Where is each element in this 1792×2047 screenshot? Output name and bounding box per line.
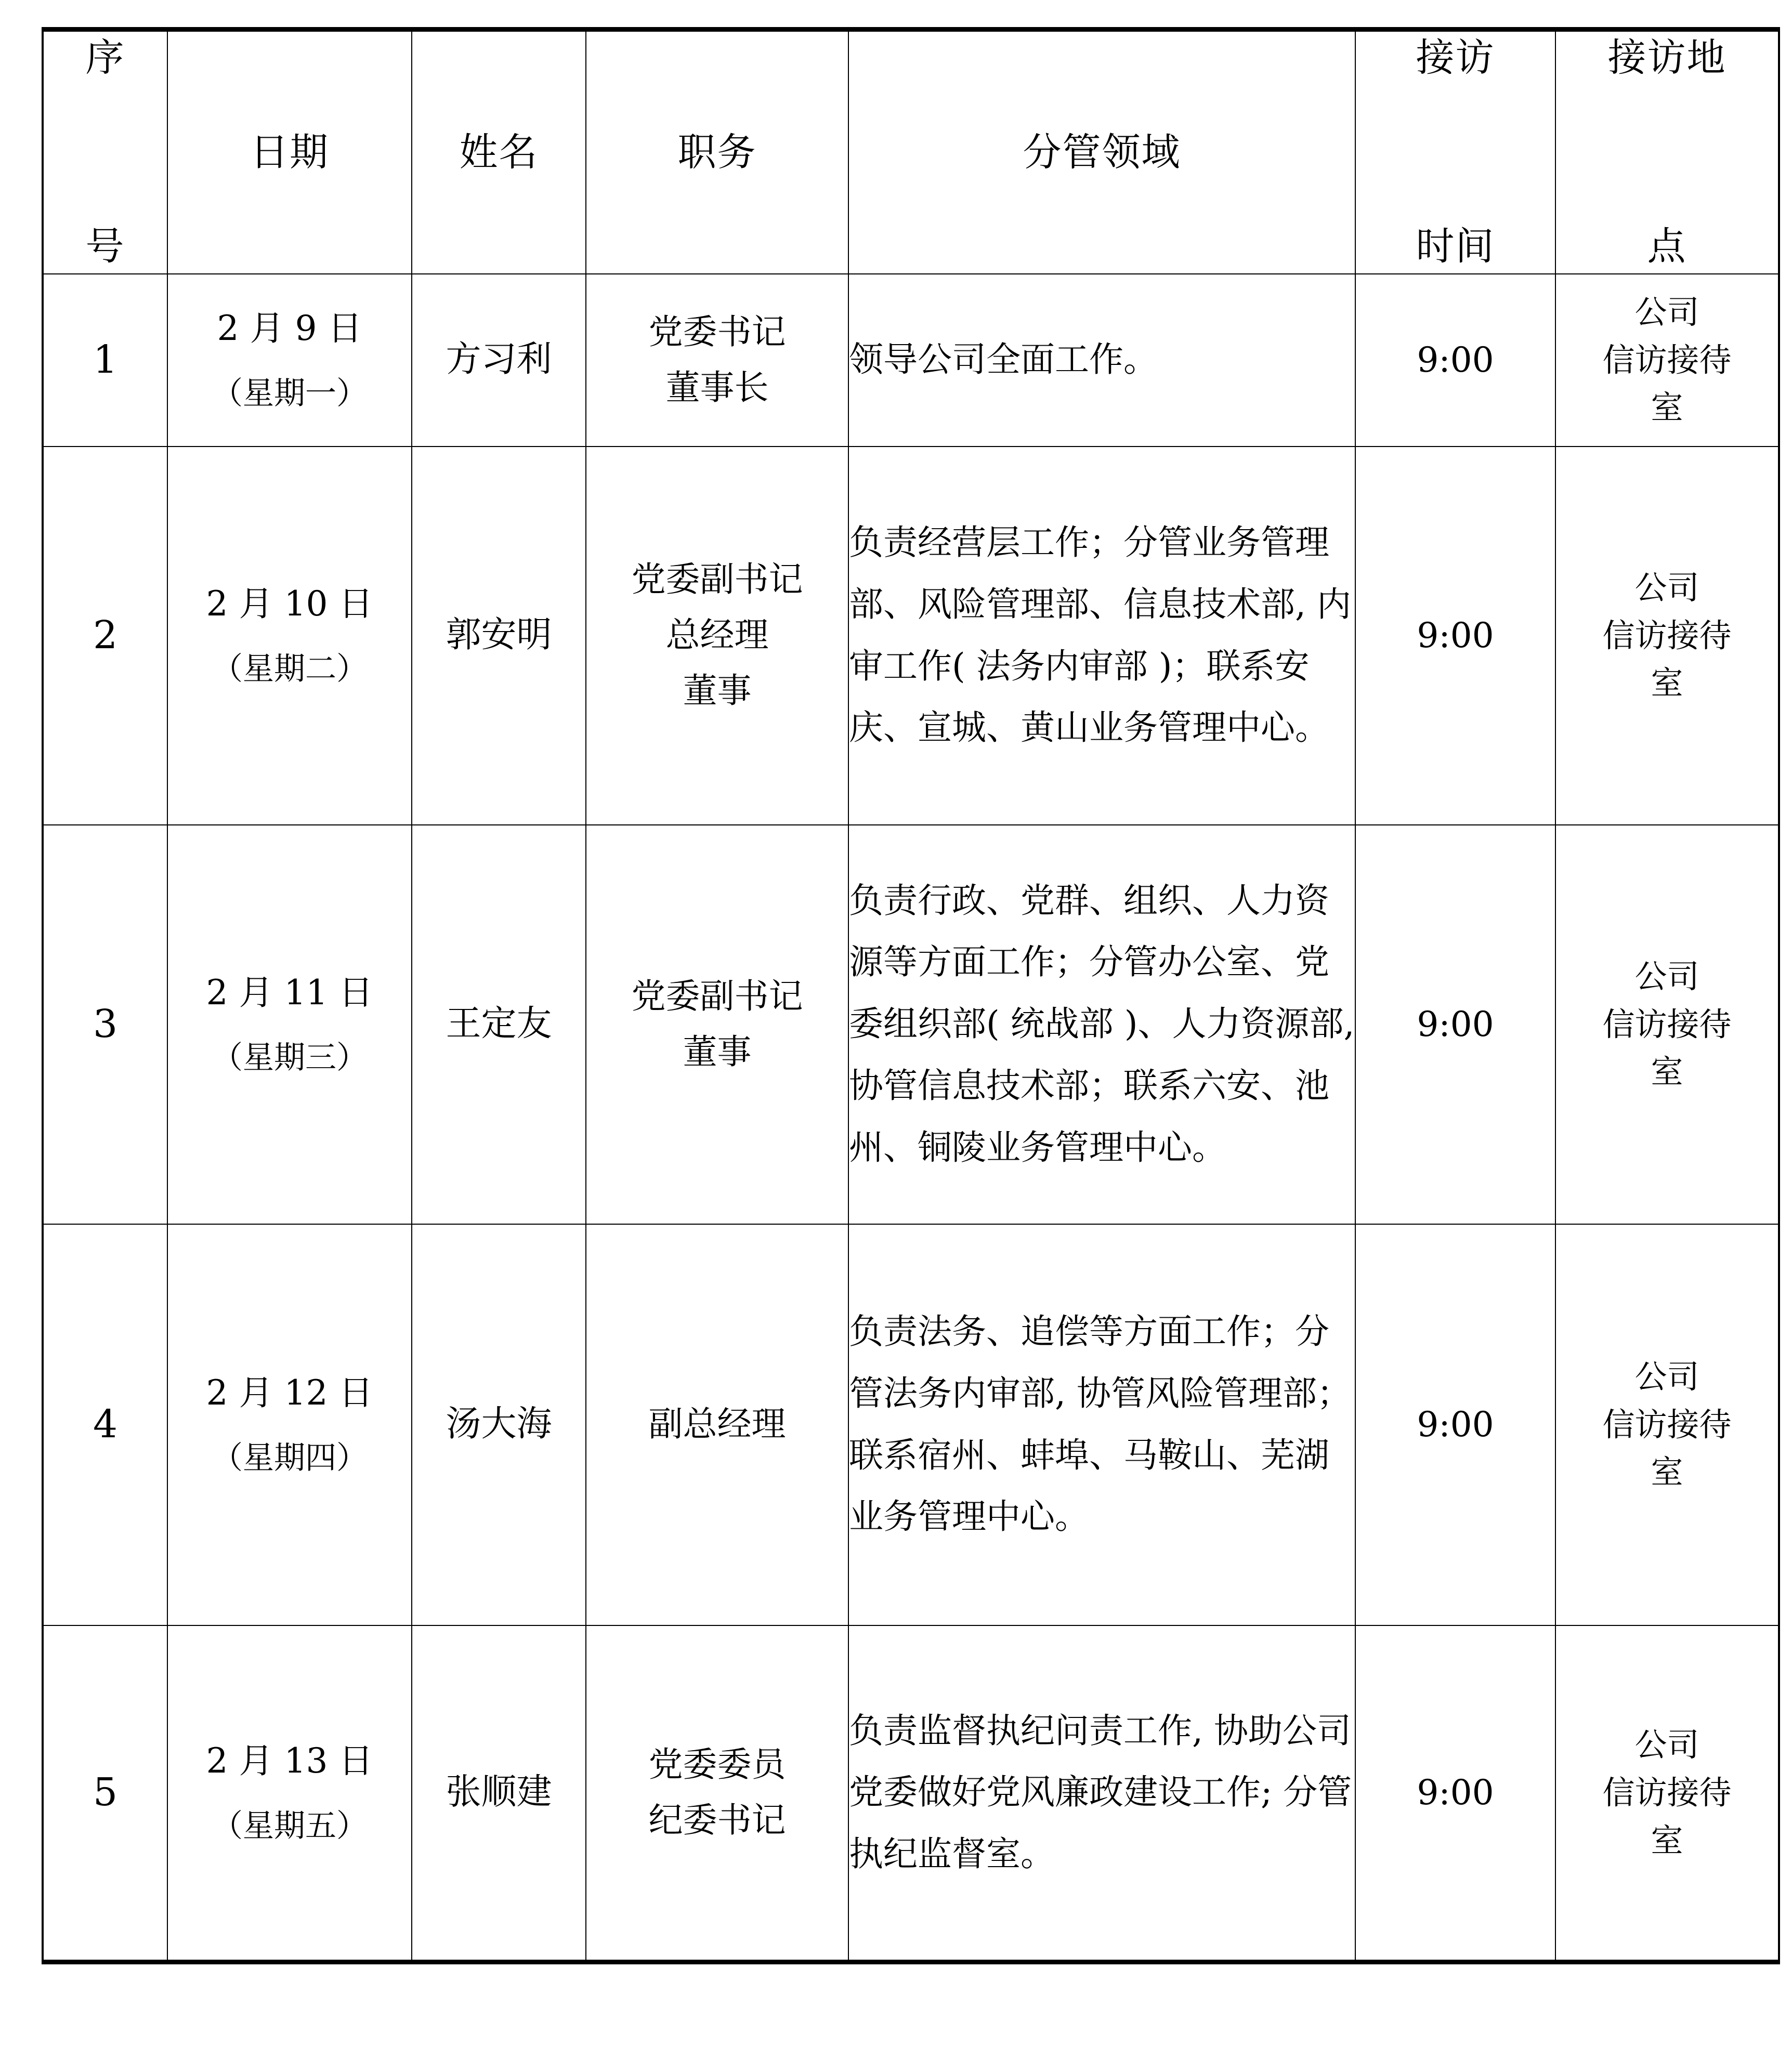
cell-scope: 负责行政、党群、组织、人力资源等方面工作；分管办公室、党委组织部( 统战部 )、人力资源部, 协管信息技术部；联系六安、池州、铜陵业务管理中心。 (848, 825, 1355, 1224)
cell-seq: 1 (43, 274, 167, 447)
post-line: 纪委书记 (648, 1800, 786, 1840)
cell-scope: 负责法务、追偿等方面工作；分管法务内审部, 协管风险管理部；联系宿州、蚌埠、马鞍山、芜湖业务管理中心。 (848, 1224, 1355, 1625)
column-header-scope (848, 30, 1355, 274)
cell-scope: 负责经营层工作；分管业务管理部、风险管理部、信息技术部, 内审工作( 法务内审部 )；联系安庆、宣城、黄山业务管理中心。 (848, 447, 1355, 825)
date-weekday: （星期四） (212, 1439, 368, 1476)
table-row (43, 1224, 1779, 1625)
place-line: 信访接待 (1602, 616, 1732, 654)
table-row (43, 274, 1779, 447)
cell-place (1555, 274, 1779, 447)
place-line: 室 (1651, 1821, 1683, 1859)
column-header-seq-line-2: 号 (85, 224, 125, 269)
column-header-time (1355, 30, 1555, 274)
column-header-scope-label: 分管领域 (1023, 130, 1181, 175)
table-row (43, 1625, 1779, 1962)
place-line: 公司 (1634, 293, 1699, 331)
cell-scope: 领导公司全面工作。 (848, 274, 1355, 447)
post-line: 党委副书记 (631, 976, 803, 1016)
date-weekday: （星期三） (212, 1039, 368, 1076)
post-line: 董事 (683, 670, 752, 711)
column-header-date-label: 日期 (250, 130, 329, 175)
cell-date (167, 1625, 412, 1962)
cell-seq: 5 (43, 1625, 167, 1962)
column-header-name (412, 30, 586, 274)
cell-post (586, 1625, 848, 1962)
place-line: 室 (1651, 1453, 1683, 1491)
post-line: 党委副书记 (631, 559, 803, 600)
cell-time: 9:00 (1355, 825, 1555, 1224)
column-header-place (1555, 30, 1779, 274)
place-line: 室 (1651, 664, 1683, 702)
cell-date (167, 1224, 412, 1625)
place-line: 信访接待 (1602, 1005, 1732, 1043)
cell-time: 9:00 (1355, 1625, 1555, 1962)
cell-name: 郭安明 (412, 447, 586, 825)
post-line: 党委委员 (648, 1744, 786, 1784)
column-header-post-label: 职务 (677, 130, 757, 175)
cell-post (586, 274, 848, 447)
cell-name: 王定友 (412, 825, 586, 1224)
cell-place (1555, 825, 1779, 1224)
column-header-time-line-1: 接访 (1416, 35, 1495, 81)
table-header-row (43, 30, 1779, 274)
place-line: 室 (1651, 388, 1683, 427)
cell-seq: 4 (43, 1224, 167, 1625)
table-body (43, 274, 1779, 1962)
column-header-post (586, 30, 848, 274)
cell-name: 汤大海 (412, 1224, 586, 1625)
date-weekday: （星期一） (212, 375, 368, 412)
column-header-time-line-2: 时间 (1416, 224, 1495, 269)
post-line: 总经理 (665, 615, 769, 655)
date-day: 2 月 12 日 (206, 1373, 373, 1413)
cell-time: 9:00 (1355, 1224, 1555, 1625)
cell-post (586, 447, 848, 825)
cell-time: 9:00 (1355, 274, 1555, 447)
place-line: 公司 (1634, 1357, 1699, 1396)
post-line: 董事 (683, 1031, 752, 1072)
place-line: 公司 (1634, 568, 1699, 607)
date-weekday: （星期五） (212, 1808, 368, 1845)
cell-date (167, 825, 412, 1224)
cell-place (1555, 1625, 1779, 1962)
column-header-seq-line-1: 序 (85, 35, 125, 81)
table-row (43, 825, 1779, 1224)
cell-time: 9:00 (1355, 447, 1555, 825)
date-day: 2 月 13 日 (206, 1741, 373, 1781)
column-header-name-label: 姓名 (459, 130, 539, 175)
column-header-place-line-2: 点 (1647, 224, 1687, 269)
cell-name: 方习利 (412, 274, 586, 447)
place-line: 公司 (1634, 1726, 1699, 1764)
place-line: 公司 (1634, 957, 1699, 995)
cell-post (586, 1224, 848, 1625)
column-header-date (167, 30, 412, 274)
cell-date (167, 274, 412, 447)
cell-seq: 3 (43, 825, 167, 1224)
table-header (43, 30, 1779, 274)
table-row (43, 447, 1779, 825)
cell-place (1555, 447, 1779, 825)
cell-seq: 2 (43, 447, 167, 825)
date-day: 2 月 9 日 (217, 308, 362, 349)
reception-schedule-table (42, 27, 1780, 1964)
column-header-seq (43, 30, 167, 274)
cell-name: 张顺建 (412, 1625, 586, 1962)
cell-scope: 负责监督执纪问责工作, 协助公司党委做好党风廉政建设工作; 分管执纪监督室。 (848, 1625, 1355, 1962)
place-line: 信访接待 (1602, 1405, 1732, 1444)
place-line: 信访接待 (1602, 1773, 1732, 1812)
post-line: 党委书记 (648, 311, 786, 352)
date-day: 2 月 11 日 (206, 973, 373, 1013)
post-line: 副总经理 (648, 1404, 786, 1445)
cell-place (1555, 1224, 1779, 1625)
date-day: 2 月 10 日 (206, 584, 373, 624)
post-line: 董事长 (665, 367, 769, 408)
place-line: 信访接待 (1602, 340, 1732, 379)
column-header-place-line-1: 接访地 (1607, 35, 1726, 81)
cell-date (167, 447, 412, 825)
date-weekday: （星期二） (212, 650, 368, 687)
cell-post (586, 825, 848, 1224)
place-line: 室 (1651, 1053, 1683, 1091)
